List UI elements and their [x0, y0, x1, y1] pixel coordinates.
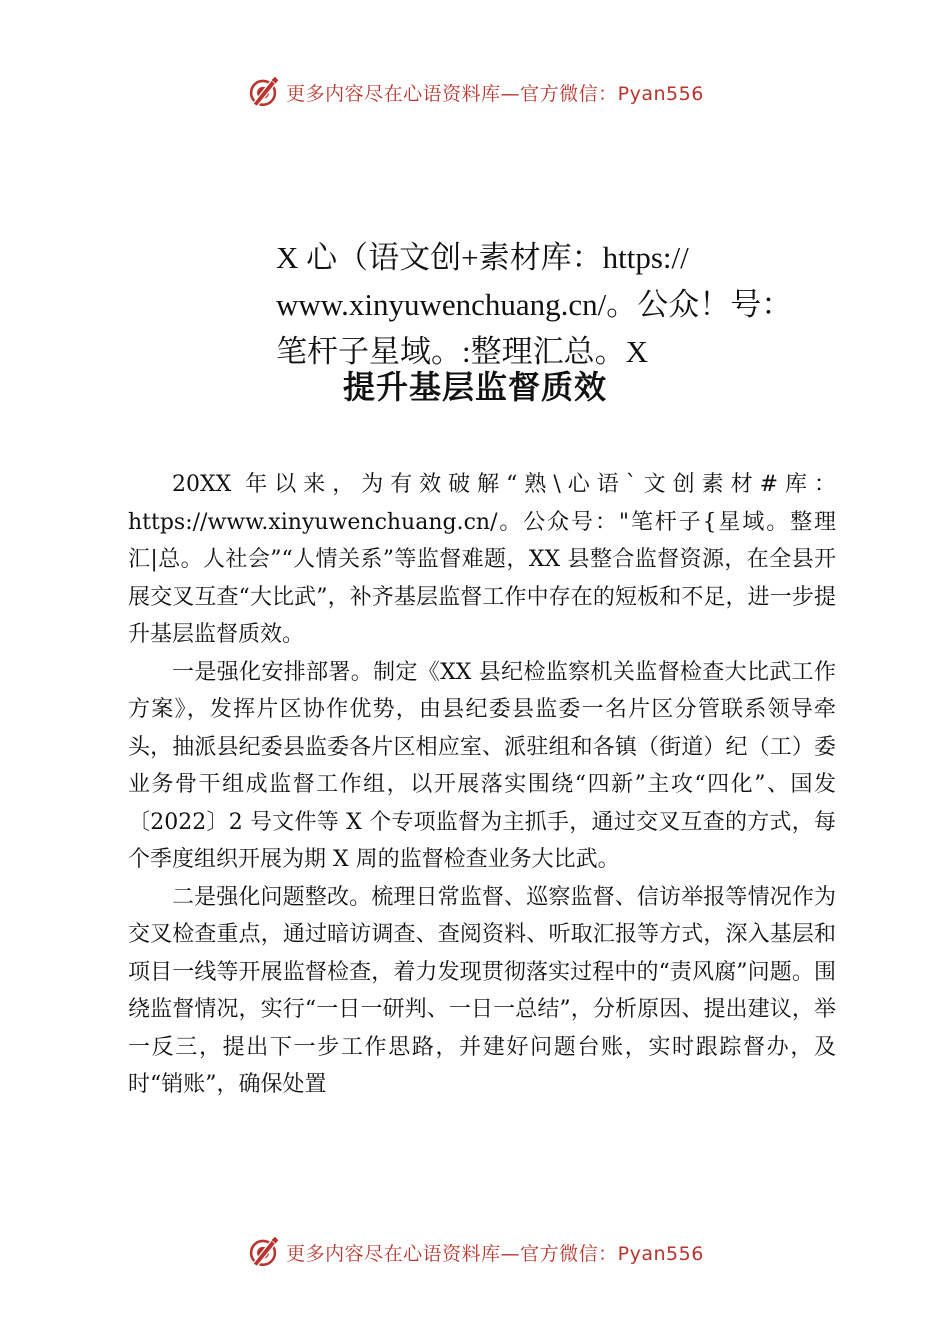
source-header: [276, 234, 876, 375]
document-title: 提升基层监督质效: [342, 368, 607, 406]
pen-logo-icon: [246, 1235, 280, 1269]
source-header-line: 笔杆子星域。:整理汇总。X: [276, 334, 648, 369]
paragraph-rectification: 二是强化问题整改。梳理日常监督、巡察监督、信访举报等情况作为交叉检查重点，通过暗访调查、查阅资料、听取汇报等方式，深入基层和项目一线等开展监督检查，着力发现贯彻落实过程中的“责风腐”问题。围绕监督情况，实行“一日一研判、一日一总结”，分析原因、提出建议，举一反三，提出下一步工作思路，并建好问题台账，实时跟踪督办，及时“销账”，确保处置: [128, 884, 836, 1097]
watermark-text: 更多内容尽在心语资料库—官方微信：Pyan556: [286, 82, 704, 105]
watermark-text: 更多内容尽在心语资料库—官方微信：Pyan556: [286, 1242, 704, 1265]
paragraph-intro: 20XX 年以来，为有效破解“熟\心语`文创素材#库：https://www.xinyuwenchuang.cn/。公众号："笔杆子{星域。整理汇|总。人社会”“人情关系”等监督难题，XX 县整合监督资源，在全县开展交叉互查“大比武”，补齐基层监督工作中存在的短板和不足，进一步提升基层监督质效。: [128, 472, 836, 647]
pen-logo-icon: [246, 75, 280, 109]
source-header-line: www.xinyuwenchuang.cn/。公众！号：: [276, 287, 793, 322]
watermark-footer: [0, 1232, 950, 1272]
source-header-line: X 心（语文创+素材库：https://: [276, 240, 689, 275]
document-body: [128, 466, 836, 1104]
paragraph-deployment: 一是强化安排部署。制定《XX 县纪检监察机关监督检查大比武工作方案》，发挥片区协作优势，由县纪委县监委一名片区分管联系领导牵头，抽派县纪委县监委各片区相应室、派驻组和各镇（街道）纪（工）委业务骨干组成监督工作组，以开展落实围绕“四新”主攻“四化”、国发〔2022〕2 号文件等 X 个专项监督为主抓手，通过交叉互查的方式，每个季度组织开展为期 X 周的监督检查业务大比武。: [128, 659, 836, 872]
watermark-header: [0, 72, 950, 112]
